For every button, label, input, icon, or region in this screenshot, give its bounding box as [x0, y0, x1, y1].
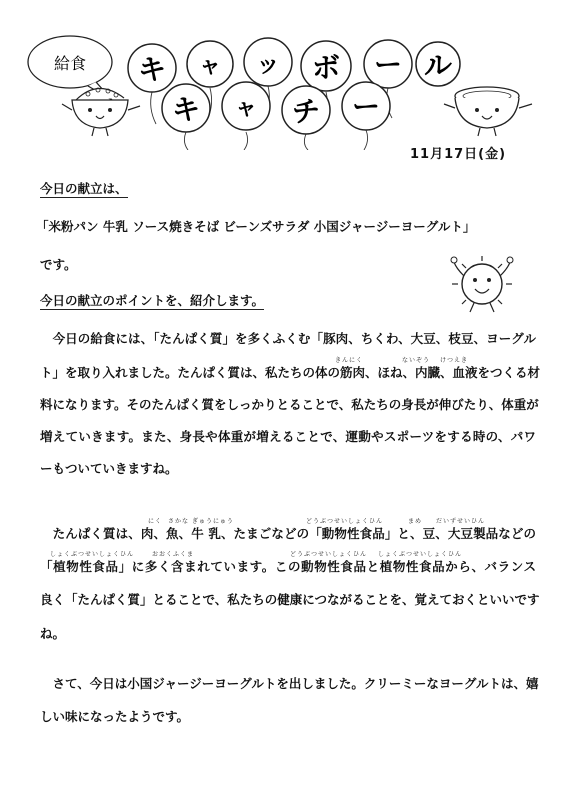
- balloon-letter: ッ: [256, 50, 280, 78]
- balloon-letter: キ: [137, 53, 167, 86]
- date-label: 11月17日(金): [410, 147, 507, 162]
- paragraph1-line: 増えていきます。また、身長や体重が増えることで、運動やスポーツをする時の、パワ: [40, 429, 536, 444]
- paragraph2-line: 「植物性食品」に多く含まれています。この動物性食品と植物性食品から、バランス: [40, 559, 536, 574]
- desu-line: です。: [40, 257, 77, 272]
- badge-label: 給食: [53, 54, 87, 73]
- points-heading: [40, 292, 264, 310]
- balloon-letter: ャ: [198, 54, 222, 79]
- balloon-letter: チ: [291, 95, 321, 128]
- ruby-niku: にく: [148, 518, 163, 525]
- title-balloons-bottom: [162, 82, 390, 134]
- paragraph2-line: たんぱく質は、肉、魚、牛 乳、たまごなどの「動物性食品」と、豆、大豆製品などの: [40, 526, 536, 541]
- sun-character-icon: [432, 248, 532, 318]
- paragraph3-line: しい味になったようです。: [40, 709, 190, 724]
- ruby-sakana: さかな: [168, 518, 190, 525]
- ruby-daizu: だいずせいひん: [436, 518, 486, 525]
- paragraph2-line: ね。: [40, 626, 66, 641]
- balloon-letter: ー: [351, 90, 381, 123]
- balloon-letter: ボ: [311, 51, 341, 84]
- balloon-letter: ル: [423, 49, 453, 82]
- ruby-ketsueki: けつえき: [440, 357, 469, 364]
- title-balloons-top: [128, 38, 460, 92]
- paragraph3-line: さて、今日は小国ジャージーヨーグルトを出しました。クリーミーなヨーグルトは、嬉: [40, 676, 539, 691]
- ruby-mame: まめ: [408, 518, 423, 525]
- soup-bowl-character-icon: [444, 87, 532, 136]
- intro-heading-text: 今日の献立は、: [40, 181, 128, 196]
- balloon-letter: ー: [373, 48, 403, 81]
- points-heading-text: 今日の献立のポイントを、紹介します。: [40, 293, 265, 308]
- balloon-letter: ャ: [234, 96, 258, 121]
- menu-line: 「米粉パン 牛乳 ソース焼きそば ビーンズサラダ 小国ジャージーヨーグルト」: [36, 219, 476, 234]
- intro-heading: [40, 180, 128, 198]
- ruby-gyuunyuu: ぎゅうにゅう: [192, 518, 234, 525]
- paragraph1-line: 料になります。そのたんぱく質をしっかりとることで、私たちの身長が伸びたり、体重が: [40, 397, 539, 412]
- ruby-doubutsu-2: どうぶつせいしょくひん: [290, 551, 368, 558]
- ruby-kinniku: きんにく: [335, 357, 364, 364]
- paragraph1-line: ーもついていきますね。: [40, 461, 178, 476]
- ruby-ooku: おおくふくま: [152, 551, 195, 558]
- paragraph1-line: 今日の給食には、「たんぱく質」を多くふくむ「豚肉、ちくわ、大豆、枝豆、ヨーグル: [40, 331, 536, 346]
- balloon-letter: キ: [171, 93, 201, 126]
- ruby-naizou: ないぞう: [402, 357, 431, 364]
- ruby-doubutsu-1: どうぶつせいしょくひん: [306, 518, 384, 525]
- rice-bowl-character-icon: [62, 88, 140, 136]
- ruby-shokubutsu-2: しょくぶつせいしょくひん: [378, 551, 463, 558]
- paragraph1-line: ト」を取り入れました。たんぱく質は、私たちの体の筋肉、ほね、内臓、血液をつくる材: [40, 365, 541, 380]
- header-illustration: [0, 0, 566, 150]
- paragraph2-line: 良く「たんぱく質」とることで、私たちの健康につながることを、覚えておくといいです: [40, 592, 540, 607]
- ruby-shokubutsu-1: しょくぶつせいしょくひん: [50, 551, 135, 558]
